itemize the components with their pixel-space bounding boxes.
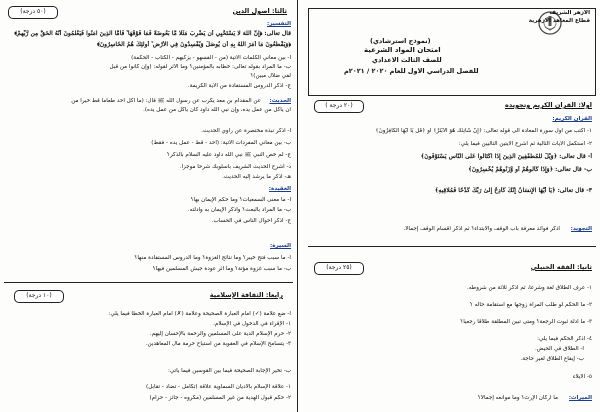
aqeeda-q3: ج- اذكر أحوال الناس في الحساب. bbox=[211, 218, 291, 224]
culture-q2b: ٢- حكم قبول الهدية من غير المسلمين (مكروه - جائز - حرام) bbox=[149, 395, 291, 401]
tafsir-q3: ج- اذكر الدروس المستفادة من الآية الكريمة. bbox=[187, 83, 291, 89]
ayah-a: أ- قال تعالى: ﴿وَيْلٌ لِّلْمُطَفِّفِينَ الَّذِينَ إِذَا اكْتَالُوا عَلَى النَّاسِ يَسْتَوْفُونَ﴾ bbox=[420, 153, 592, 160]
header-org-1: الأزهر الشريف bbox=[549, 10, 590, 16]
tafsir-q2: ب- ما المراد بقوله تعالى: خطابه بالمؤمنين؟ وما الأثر لقوله: (وإن كانوا من قبل bbox=[109, 64, 291, 70]
miras-question: ما أركان الإرث؟ وما موانعه إجمالا؟ bbox=[477, 395, 558, 401]
header-org-2: قطاع المعاهد الأزهرية bbox=[528, 18, 590, 24]
fiqh-q4b: ب- إيقاع الطلاق لغير حاجة. bbox=[520, 356, 584, 362]
tajweed-label: التجويد: bbox=[570, 226, 592, 232]
tafsir-label: التفسير: bbox=[266, 21, 291, 27]
title-model: (نموذج استرشادي) bbox=[370, 38, 431, 45]
seera-q1: أ- ما سبب فتح خيبر؟ وما نتائج الغزوة؟ وما الدروس المستفادة منها؟ bbox=[134, 255, 291, 261]
tafsir-ayah-2: ﴿وَيَقْطَعُونَ مَا أَمَرَ اللَّهُ بِهِ أَن يُوصَلَ وَيُفْسِدُونَ فِي الْأَرْضِ ۚ أُولَٰئِكَ هُمُ الْخَاسِرُونَ﴾ bbox=[97, 41, 291, 48]
hadith-q4: د- اشرح الحديث الشريف بأسلوبك شرحا موجزا. bbox=[179, 164, 291, 170]
left-column bbox=[0, 0, 298, 412]
hadith-q1: أ- اذكر نبذة مختصرة عن راوي الحديث. bbox=[201, 128, 291, 134]
section2-score: (٢٥ درجة) bbox=[314, 262, 364, 275]
hadith-q2: ب- بين معاني المفردات الآتية: (أحد - قط - عمل يده - فقط) bbox=[151, 140, 291, 146]
ayah-b: ب- قال تعالى: ﴿وَإِذَا كَالُوهُمْ أَو وَّزَنُوهُمْ يُخْسِرُونَ﴾ bbox=[468, 166, 592, 173]
title-grade: للصف الثالث الاعدادي bbox=[372, 57, 442, 64]
right-column bbox=[300, 0, 600, 412]
hadith-text-2: أن يأكل من عمل يده، وإن نبي الله داود كان يأكل من عمل يده). bbox=[143, 107, 291, 113]
aqeeda-label: العقيدة: bbox=[268, 186, 291, 192]
section4-title: رابعا: الثقافة الإسلامية bbox=[209, 292, 283, 299]
tafsir-q2b: لفي ضلال مبين)؟ bbox=[250, 73, 291, 79]
fiqh-q5: ٥- الايلاء bbox=[572, 374, 592, 380]
tafsir-q1: أ- بين معاني الكلمات الآتية (من - الفسهو - يزكيهم - الكتاب - الحكمة) bbox=[131, 55, 291, 61]
aqeeda-q2: ب- ما المراد بالبعث؟ واذكر الإيمان به وأدلته. bbox=[187, 207, 291, 213]
culture-q2: ب- تخير الإجابة الصحيحة فيما بين القوسين فيما يأتي: bbox=[167, 368, 291, 374]
quran-q1: ١- اكتب من أول سورة المعادة الى قوله تعالى: ﴿إِنَّ شَانِئَكَ هُوَ الْأَبْتَرُ﴾ أو ﴿قُلْ يَا أَيُّهَا الْكَافِرُونَ﴾ bbox=[375, 128, 592, 134]
culture-q1: أ- ضع علامة (✓) أمام العبارة الصحيحة وعلامة (✗) أمام العبارة الخطأ فيما يلي: bbox=[108, 311, 291, 317]
tafsir-ayah-1: قال تعالى: ﴿إِنَّ اللَّهَ لَا يَسْتَحْيِي أَن يَضْرِبَ مَثَلًا مَّا بَعُوضَةً فَمَا فَوْقَهَا ۚ فَأَمَّا الَّذِينَ آمَنُوا فَيَعْلَمُونَ أَنَّهُ الْحَقُّ مِن رَّبِّهِمْ﴾ bbox=[14, 30, 291, 37]
miras-label: الميراث: bbox=[568, 395, 592, 401]
section2-title: ثانيا: الفقه الحنبلي bbox=[530, 264, 592, 271]
fiqh-q4a: أ- الطلاق في الحيض. bbox=[535, 346, 584, 352]
hadith-label: الحديث: bbox=[269, 98, 291, 104]
section1-score: ( ٢٠ درجة) bbox=[314, 100, 364, 113]
fiqh-q1: ١- عرف الطلاق لغة وشرعا، ثم اذكر ثلاثة من شروطه. bbox=[467, 285, 592, 291]
section-divider bbox=[308, 246, 596, 247]
section3-score: (٥٠ درجة) bbox=[8, 6, 58, 19]
fiqh-q4: ٤- اذكر الحكم فيما يلي: bbox=[537, 336, 592, 342]
quran-label: القرآن الكريم: bbox=[552, 116, 592, 122]
tajweed-question: اذكر فوائد معرفة باب الوقف والابتداء؟ ثم اذكر أقسام الوقف إجمالا. bbox=[403, 226, 560, 232]
hadith-q3: ج- لم خص النبي ﷺ نبي الله داود عليه السلام بالذكر؟ bbox=[166, 152, 291, 158]
fiqh-q2: ٢- ما الحكم لو طلب المرأة زوجها مع استقامة حاله ؟ bbox=[469, 302, 592, 308]
hadith-q5: هـ- اذكر ما يرشد إليه الحديث. bbox=[222, 174, 291, 180]
culture-q2a: ١- علاقة الإسلام بالأديان السماوية علاقة (تكامل - تضاد - تقابل) bbox=[146, 384, 291, 390]
seera-label: السيرة: bbox=[269, 243, 291, 249]
quran-q2: ٢- استكمل الآيات التالية ثم اشرح الآيتين التاليين فيما يلي: bbox=[458, 141, 592, 147]
culture-q1b: ٢- حرم الإسلام الدية على المسلمين والرحمة بالإحسان إليهم. bbox=[149, 331, 291, 337]
ayah-c: ٣- قال تعالى: ﴿يَا أَيُّهَا الْإِنسَانُ إِنَّكَ كَادِحٌ إِلَىٰ رَبِّكَ كَدْحًا فَمُلَاقِيهِ﴾ bbox=[434, 187, 592, 194]
seera-q2: ب- ما سبب غزوة مؤتة؟ وما أثر عودة جيش المسلمين فيها؟ bbox=[152, 266, 291, 272]
hadith-text-1: عن المقدام بن معد يكرب عن رسول الله ﷺ قال: (ما أكل أحد طعاما قط خيرا من bbox=[71, 98, 261, 104]
section1-title: أولا: القرآن الكريم وتجويده bbox=[505, 102, 592, 109]
culture-q1c: ٣- يتسامح الإسلام في العقوبة من استباح حرمة مال المعاهدين. bbox=[145, 341, 291, 347]
aqeeda-q1: أ- ما معنى السمعيات؟ وما حكم الإيمان بها؟ bbox=[190, 197, 291, 203]
section4-score: (١٠ درجة) bbox=[14, 290, 64, 303]
title-term: للفصل الدراسي الأول للعام ٢٠٢٠ / ٢٠٢١م bbox=[344, 68, 479, 75]
fiqh-q3: ٣- ما أدلة ثبوت الرجعة؟ ومتى تبين المطلقة طلاقا رجعيا؟ bbox=[460, 319, 592, 325]
culture-q1a: ١- الإقراء في الدخول في الإسلام. bbox=[213, 321, 291, 327]
title-exam: امتحان المواد الشرعية bbox=[364, 47, 441, 54]
section-divider-left bbox=[4, 282, 293, 283]
section3-title: ثالثا: أصول الدين bbox=[232, 8, 287, 15]
